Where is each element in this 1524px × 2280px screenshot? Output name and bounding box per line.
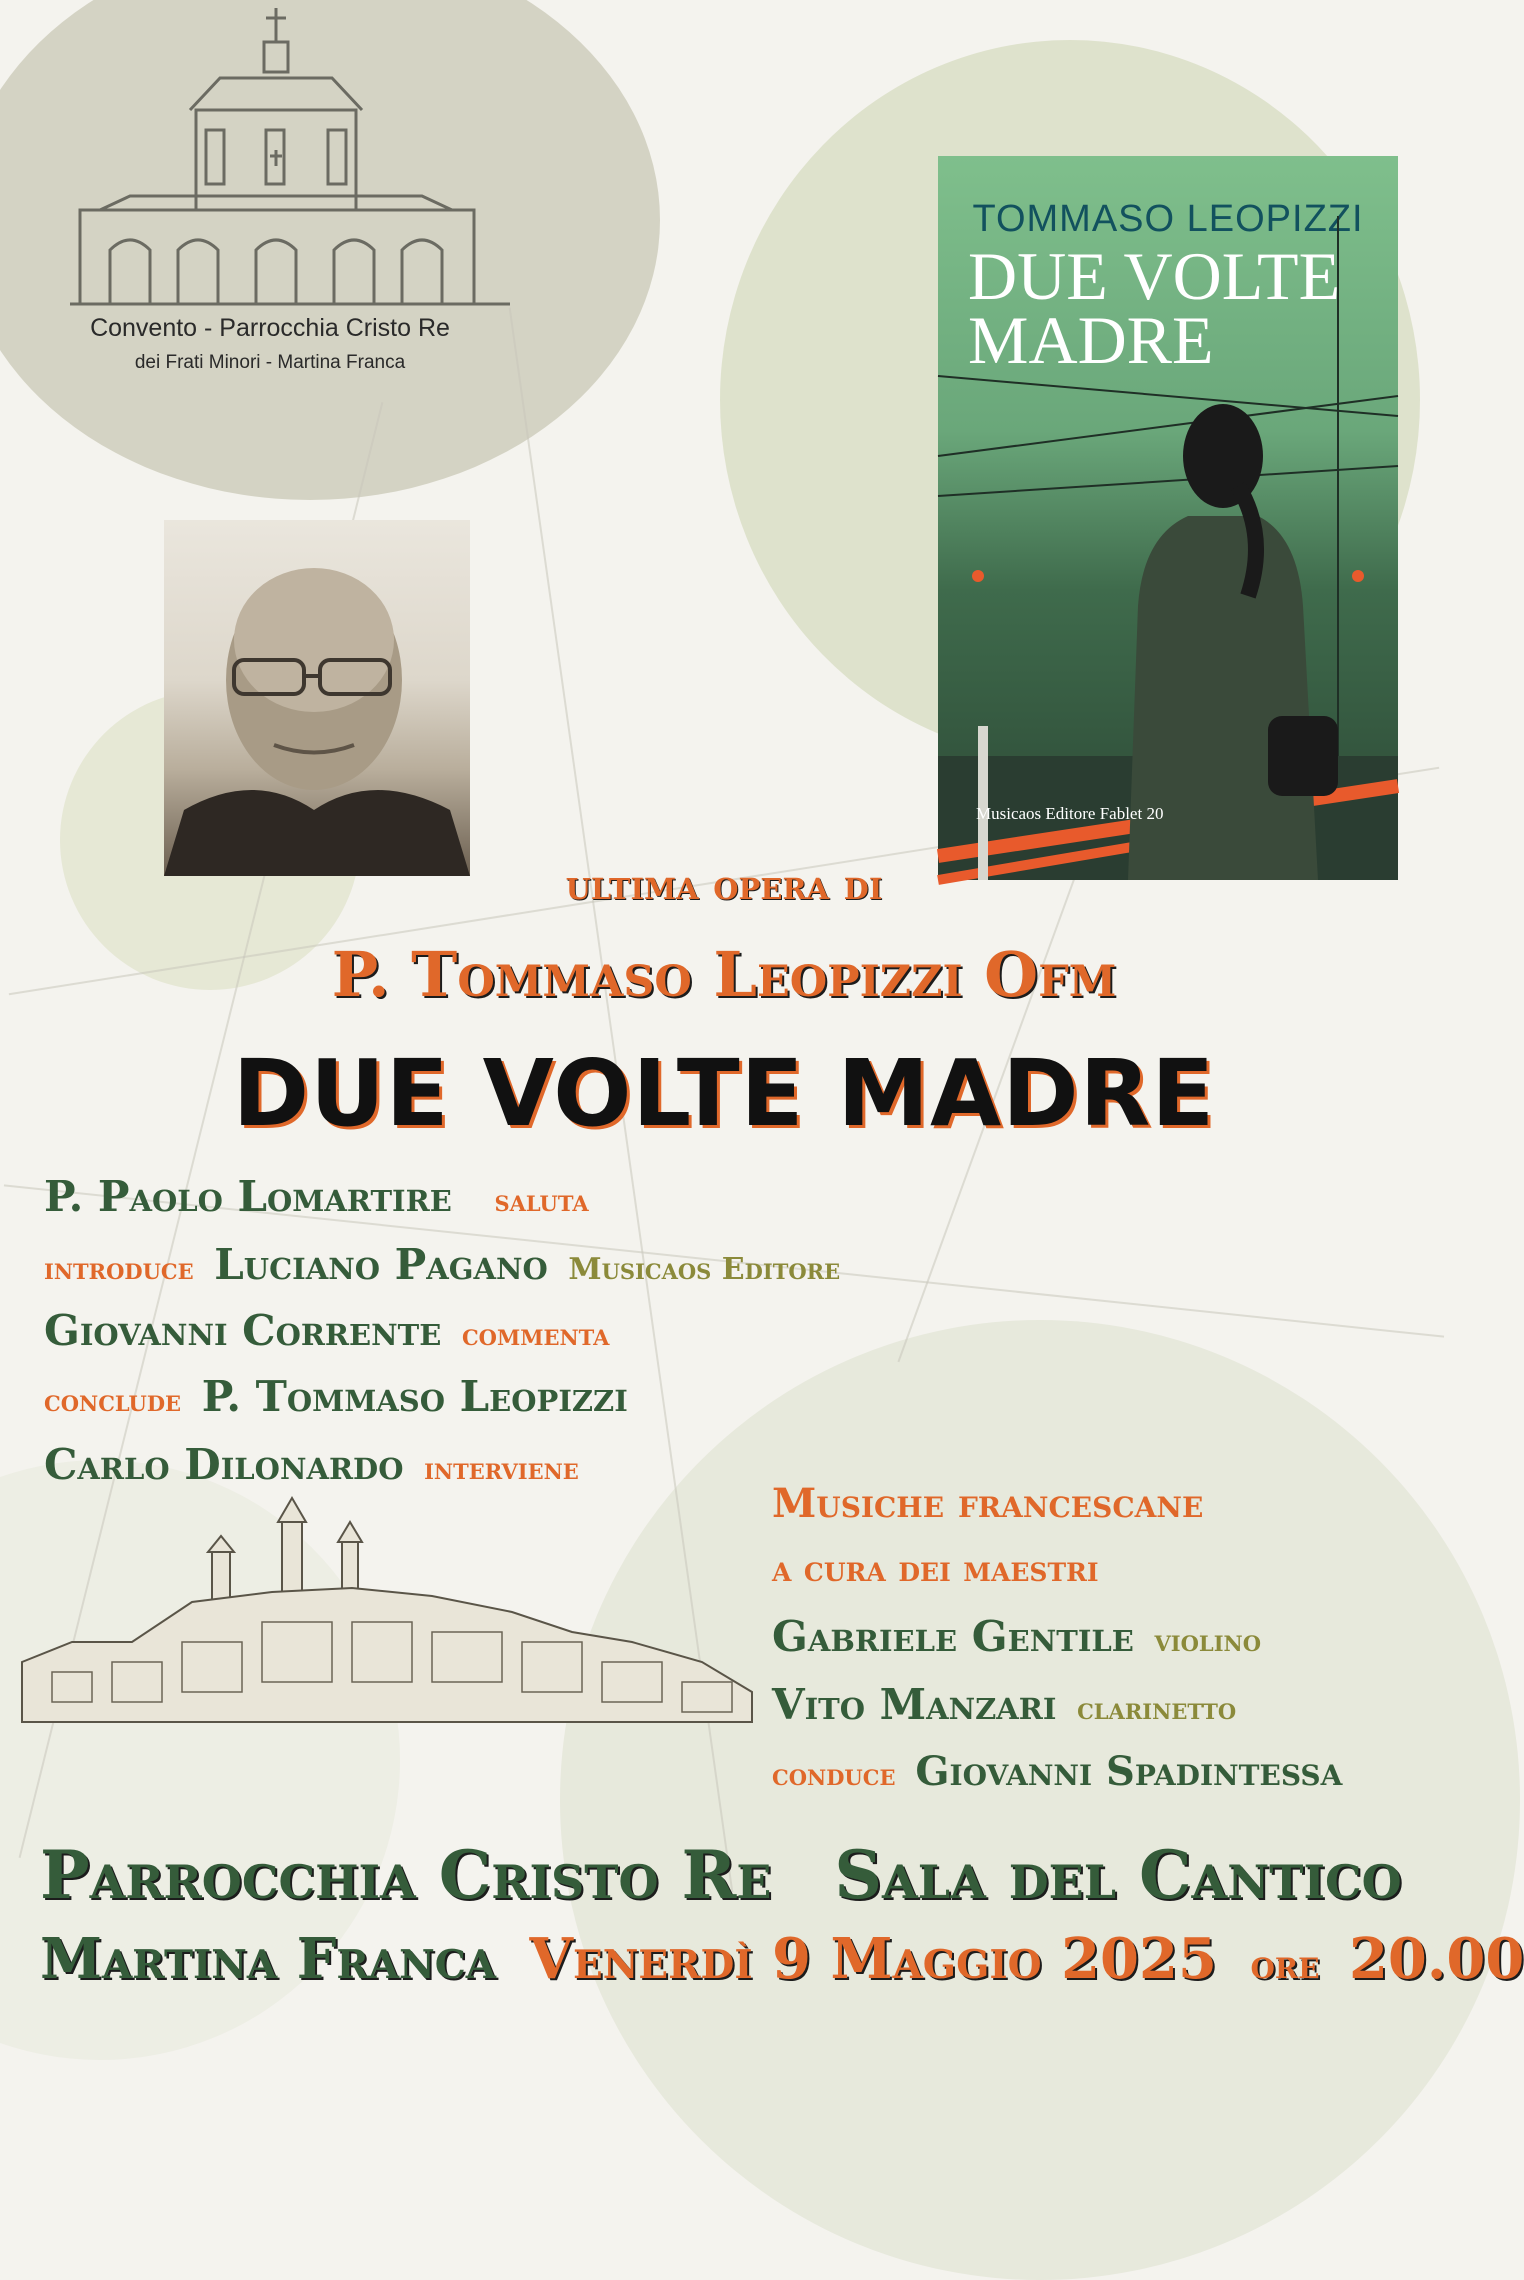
speaker-role: saluta [494, 1184, 589, 1219]
church-logo-icon [70, 0, 510, 310]
event-time-label: ore [1250, 1941, 1320, 1988]
speaker-role: interviene [424, 1452, 579, 1487]
event-time: 20.00 [1348, 1926, 1524, 1992]
cover-title-line1: DUE VOLTE [968, 238, 1341, 314]
program-row-3 [44, 1306, 609, 1355]
speaker-affiliation: Musicaos Editore [568, 1252, 841, 1287]
bg-blob-bottom-right [560, 1320, 1520, 2280]
cover-publisher: Musicaos Editore Fablet 20 [976, 804, 1164, 823]
org-name: Convento - Parrocchia Cristo Re [90, 314, 450, 342]
program-row-2 [44, 1240, 840, 1289]
cover-author: TOMMASO LEOPIZZI [972, 198, 1364, 240]
venue-parish: Parrocchia Cristo Re [40, 1836, 772, 1914]
musician-instrument: violino [1154, 1624, 1262, 1659]
speaker-role: commenta [461, 1318, 610, 1353]
author-portrait [164, 520, 470, 876]
musician-instrument: clarinetto [1077, 1692, 1237, 1727]
musician-row-1 [772, 1612, 1261, 1661]
speaker-role: conclude [44, 1384, 182, 1419]
portrait-figure-icon [164, 520, 470, 876]
speaker-role: introduce [44, 1252, 194, 1287]
cover-title-line2: MADRE [968, 302, 1214, 378]
org-subtitle: dei Frati Minori - Martina Franca [134, 352, 406, 373]
musician-row-2 [772, 1680, 1236, 1729]
book-cover [938, 156, 1398, 880]
music-subheading: a cura dei maestri [772, 1548, 1099, 1590]
speaker-name: P. Paolo Lomartire [44, 1172, 452, 1221]
venue-hall: Sala del Cantico [834, 1836, 1402, 1914]
cover-illustration-icon [938, 156, 1398, 880]
music-heading: Musiche francescane [772, 1480, 1204, 1527]
host-name: Giovanni Spadintessa [915, 1748, 1343, 1795]
program-row-5 [44, 1440, 579, 1489]
speaker-name: Carlo Dilonardo [44, 1440, 404, 1489]
author-name: P. Tommaso Leopizzi Ofm [331, 938, 1117, 1011]
event-date: Venerdì 9 Maggio 2025 [529, 1926, 1217, 1992]
host-role: conduce [772, 1758, 896, 1793]
town-sketch-icon [12, 1492, 752, 1732]
book-title: DUE VOLTE MADRE [232, 1040, 1216, 1147]
speaker-name: Luciano Pagano [214, 1240, 548, 1289]
speaker-name: P. Tommaso Leopizzi [201, 1372, 628, 1421]
event-city: Martina Franca [40, 1926, 497, 1992]
musician-row-3 [772, 1748, 1342, 1795]
speaker-name: Giovanni Corrente [44, 1306, 442, 1355]
venue-line [40, 1836, 1410, 1914]
musician-name: Gabriele Gentile [772, 1612, 1134, 1661]
program-row-1 [44, 1172, 589, 1221]
intro-text: ultima opera di [565, 860, 883, 909]
musician-name: Vito Manzari [772, 1680, 1057, 1729]
program-row-4 [44, 1372, 628, 1421]
date-line [40, 1926, 1524, 1992]
